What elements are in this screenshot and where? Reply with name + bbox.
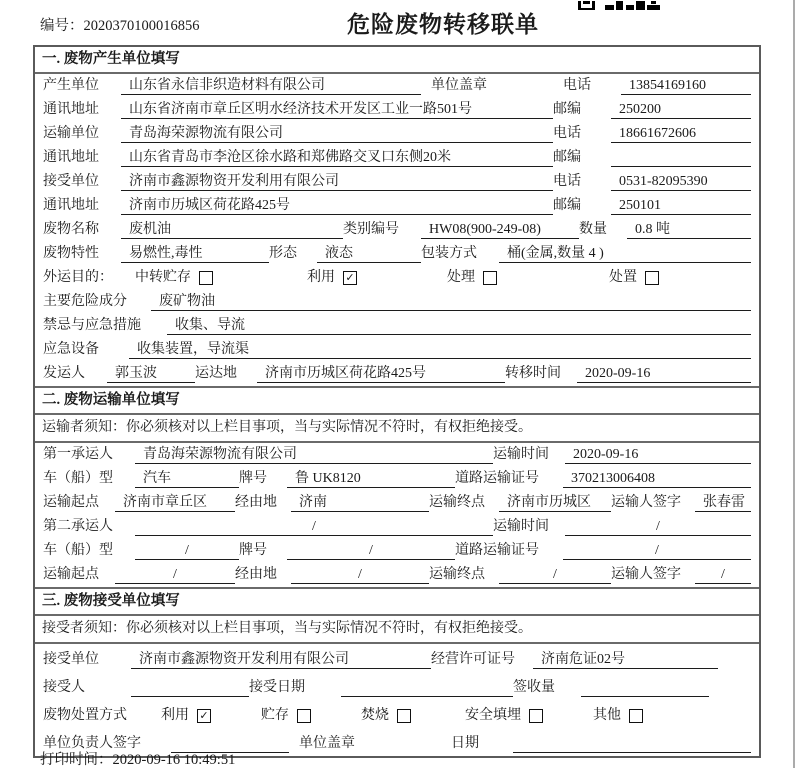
checkbox-item — [261, 706, 361, 725]
field-value — [611, 148, 751, 167]
field-label: 类别编号 — [343, 222, 399, 237]
notice-text: 运输者须知：你必须核对以上栏目事项，当与实际情况不符时，有权拒绝接受。 — [35, 415, 759, 443]
field-label: 道路运输证号 — [455, 543, 539, 558]
field-value: 济南市鑫源物资开发利用有限公司 — [131, 650, 431, 669]
form-row — [35, 443, 759, 467]
checkbox-label: 焚烧 — [361, 708, 389, 723]
checkbox-label: 安全填埋 — [465, 708, 521, 723]
checkbox-icon — [397, 709, 411, 723]
checkbox-checked-icon — [343, 271, 357, 285]
checkbox-icon — [199, 271, 213, 285]
form-row — [35, 362, 759, 386]
section-waste-transporter — [35, 386, 759, 587]
field-label: 日期 — [451, 736, 479, 751]
form-row — [35, 539, 759, 563]
field-value: / — [135, 541, 239, 560]
form-row — [35, 672, 759, 700]
field-label: 废物处置方式 — [43, 708, 127, 723]
form-row — [35, 515, 759, 539]
field-value: 370213006408 — [563, 469, 751, 488]
checkbox-item — [609, 268, 751, 287]
field-value: 济南市章丘区 — [115, 493, 235, 512]
field-value: 山东省济南市章丘区明水经济技术开发区工业一路501号 — [121, 100, 553, 119]
field-value: / — [115, 565, 235, 584]
field-value: 桶(金属,数量 4 ) — [499, 244, 751, 263]
checkbox-icon — [297, 709, 311, 723]
field-label: 废物特性 — [43, 246, 99, 261]
page-edge-line — [793, 0, 795, 768]
field-label: 牌号 — [239, 471, 267, 486]
field-value: 250200 — [611, 100, 751, 119]
print-time — [40, 748, 235, 769]
field-label: 运达地 — [195, 366, 237, 381]
field-label: 运输单位 — [43, 126, 99, 141]
checkbox-item — [161, 706, 261, 725]
qr-code-fragment — [578, 0, 660, 10]
field-value — [581, 678, 709, 697]
field-label: 接受单位 — [43, 174, 99, 189]
field-value: 0531-82095390 — [611, 172, 751, 191]
section-waste-generator — [35, 47, 759, 386]
field-label: 运输起点 — [43, 567, 99, 582]
field-value: 250101 — [611, 196, 751, 215]
field-label: 运输时间 — [493, 519, 549, 534]
form-row — [35, 314, 759, 338]
form-row — [35, 218, 759, 242]
field-value: / — [563, 541, 751, 560]
static-text: 单位盖章 — [431, 78, 487, 93]
section-title: 三. 废物接受单位填写 — [35, 589, 759, 616]
field-value: 13854169160 — [621, 76, 751, 95]
field-value: / — [287, 541, 455, 560]
checkbox-item — [307, 268, 447, 287]
field-label: 外运目的： — [43, 270, 113, 285]
field-label: 接受单位 — [43, 652, 99, 667]
field-value: 废机油 — [121, 220, 343, 239]
form-row — [35, 491, 759, 515]
form-row — [35, 338, 759, 362]
field-label: 经由地 — [235, 495, 277, 510]
field-label: 电话 — [553, 126, 581, 141]
field-value: 济南市历城区 — [499, 493, 611, 512]
field-value — [131, 678, 249, 697]
field-label: 主要危险成分 — [43, 294, 127, 309]
field-label: 车（船）型 — [43, 543, 113, 558]
field-value: / — [291, 565, 429, 584]
field-value: 济南 — [291, 493, 429, 512]
form-row — [35, 98, 759, 122]
field-label: 电话 — [563, 78, 591, 93]
field-label: 接受人 — [43, 680, 85, 695]
field-label: 废物名称 — [43, 222, 99, 237]
static-text: 单位盖章 — [299, 736, 355, 751]
field-label: 邮编 — [553, 102, 581, 117]
field-label: 产生单位 — [43, 78, 99, 93]
field-label: 接受日期 — [249, 680, 305, 695]
field-value: / — [565, 517, 751, 536]
field-label: 运输终点 — [429, 495, 485, 510]
field-value: 青岛海荣源物流有限公司 — [135, 445, 493, 464]
field-value: 郭玉波 — [107, 364, 195, 383]
field-label: 通讯地址 — [43, 150, 99, 165]
checkbox-label: 中转贮存 — [135, 270, 191, 285]
checkbox-checked-icon — [197, 709, 211, 723]
checkbox-label: 处理 — [447, 270, 475, 285]
field-label: 经营许可证号 — [431, 652, 515, 667]
form-row — [35, 242, 759, 266]
form-row — [35, 290, 759, 314]
field-label: 经由地 — [235, 567, 277, 582]
serial-value: 2020370100016856 — [83, 18, 200, 34]
checkbox-item — [135, 268, 307, 287]
checkbox-label: 其他 — [593, 708, 621, 723]
field-value — [513, 734, 751, 753]
field-value: 0.8 吨 — [627, 220, 751, 239]
field-label: 第二承运人 — [43, 519, 113, 534]
field-label: 禁忌与应急措施 — [43, 318, 141, 333]
field-label: 通讯地址 — [43, 198, 99, 213]
field-label: 运输人签字 — [611, 567, 681, 582]
form-row — [35, 644, 759, 672]
field-value: 青岛海荣源物流有限公司 — [121, 124, 553, 143]
field-value: 鲁 UK8120 — [287, 469, 455, 488]
field-label: 电话 — [553, 174, 581, 189]
form-row — [35, 122, 759, 146]
checkbox-icon — [529, 709, 543, 723]
field-label: 发运人 — [43, 366, 85, 381]
field-value: 汽车 — [135, 469, 239, 488]
field-value: 山东省永信非织造材料有限公司 — [121, 76, 421, 95]
field-label: 包装方式 — [421, 246, 477, 261]
checkbox-label: 利用 — [161, 708, 189, 723]
field-value: 易燃性,毒性 — [121, 244, 269, 263]
field-value: 济南危证02号 — [533, 650, 718, 669]
field-value: 张春雷 — [695, 493, 751, 512]
field-label: 转移时间 — [505, 366, 561, 381]
field-label: 签收量 — [513, 680, 555, 695]
spacer — [709, 678, 751, 697]
page-header — [0, 0, 796, 45]
field-value: / — [499, 565, 611, 584]
form-row — [35, 700, 759, 728]
form-row — [35, 266, 759, 290]
field-label: 道路运输证号 — [455, 471, 539, 486]
field-value: 废矿物油 — [151, 292, 751, 311]
field-label: 数量 — [579, 222, 607, 237]
spacer — [718, 650, 751, 669]
field-label: 邮编 — [553, 150, 581, 165]
field-value: 济南市鑫源物资开发利用有限公司 — [121, 172, 553, 191]
checkbox-icon — [645, 271, 659, 285]
field-label: 单位负责人签字 — [43, 736, 141, 751]
section-title: 一. 废物产生单位填写 — [35, 47, 759, 74]
field-label: 邮编 — [553, 198, 581, 213]
field-label: 形态 — [269, 246, 297, 261]
checkbox-label: 利用 — [307, 270, 335, 285]
field-label: 车（船）型 — [43, 471, 113, 486]
checkbox-item — [593, 706, 751, 725]
field-label: 运输起点 — [43, 495, 99, 510]
form-row — [35, 146, 759, 170]
field-value: 收集、导流 — [167, 316, 751, 335]
page-title: 危险废物转移联单 — [347, 12, 539, 37]
form-row — [35, 170, 759, 194]
field-value: 济南市历城区荷花路425号 — [257, 364, 505, 383]
section-title: 二. 废物运输单位填写 — [35, 388, 759, 415]
form-table — [33, 45, 761, 758]
field-value: 山东省青岛市李沧区徐水路和郑佛路交叉口东侧20米 — [121, 148, 553, 167]
field-value: 济南市历城区荷花路425号 — [121, 196, 553, 215]
checkbox-icon — [483, 271, 497, 285]
field-value: HW08(900-249-08) — [421, 220, 579, 239]
field-label: 运输时间 — [493, 447, 549, 462]
checkbox-icon — [629, 709, 643, 723]
form-row — [35, 194, 759, 218]
checkbox-item — [361, 706, 465, 725]
print-time-value: 2020-09-16 10:49:51 — [112, 752, 236, 768]
checkbox-label: 处置 — [609, 270, 637, 285]
field-value: 18661672606 — [611, 124, 751, 143]
checkbox-label: 贮存 — [261, 708, 289, 723]
field-label: 第一承运人 — [43, 447, 113, 462]
field-value — [341, 678, 513, 697]
form-row — [35, 74, 759, 98]
field-value: 2020-09-16 — [577, 364, 751, 383]
field-label: 运输终点 — [429, 567, 485, 582]
checkbox-item — [447, 268, 609, 287]
form-row — [35, 467, 759, 491]
field-value: 2020-09-16 — [565, 445, 751, 464]
section-waste-receiver — [35, 587, 759, 756]
print-time-label: 打印时间： — [40, 752, 113, 768]
field-label: 通讯地址 — [43, 102, 99, 117]
checkbox-item — [465, 706, 593, 725]
field-label: 牌号 — [239, 543, 267, 558]
field-value: 液态 — [317, 244, 421, 263]
field-value: 收集装置，导流渠 — [129, 340, 751, 359]
notice-text: 接受者须知：你必须核对以上栏目事项，当与实际情况不符时，有权拒绝接受。 — [35, 616, 759, 644]
field-label: 运输人签字 — [611, 495, 681, 510]
form-row — [35, 563, 759, 587]
field-value: / — [695, 565, 751, 584]
field-label: 应急设备 — [43, 342, 99, 357]
field-value: / — [135, 517, 493, 536]
serial-label: 编号： — [40, 18, 84, 34]
